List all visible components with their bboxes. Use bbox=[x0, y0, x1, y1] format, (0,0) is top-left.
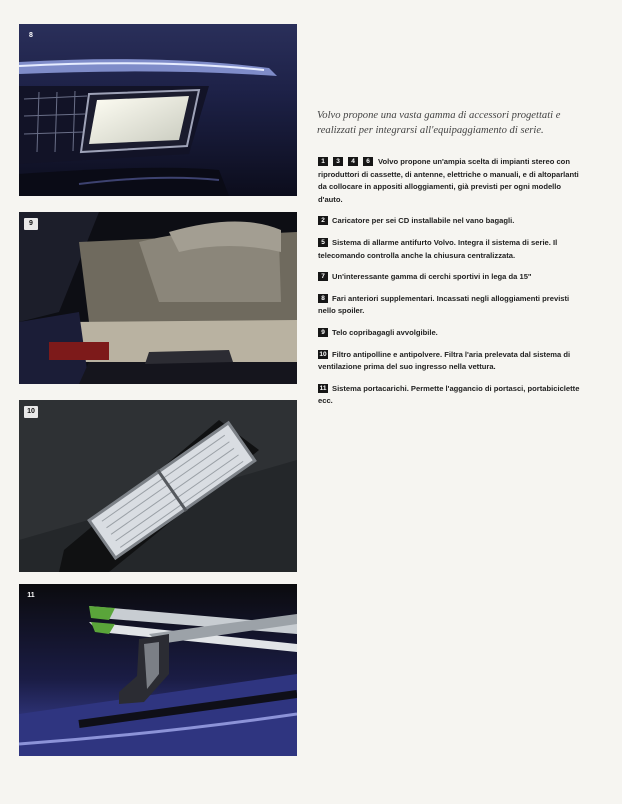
photo-badge: 9 bbox=[24, 218, 38, 230]
item-number: 5 bbox=[318, 238, 328, 247]
roof-rack-photo bbox=[19, 584, 297, 756]
item-number: 6 bbox=[363, 157, 373, 166]
fog-light-photo bbox=[19, 24, 297, 196]
item-text: Fari anteriori supplementari. Incassati negli alloggiamenti previsti nello spoiler. bbox=[318, 293, 570, 316]
item-text: Volvo propone un'ampia scelta di impianti stereo con riproduttori di cassette, di antenne, elettriche o manuali, e di altoparlanti da collocare in appositi alloggiamenti, già previsti per ogni modello d'auto. bbox=[318, 157, 579, 204]
list-item bbox=[318, 156, 586, 206]
item-number: 1 bbox=[318, 157, 328, 166]
item-number: 11 bbox=[319, 384, 327, 392]
item-text: Sistema portacarichi. Permette l'aggancio di portasci, portabiciclette ecc. bbox=[318, 383, 580, 406]
item-number: 8 bbox=[318, 294, 328, 303]
pollen-filter-photo bbox=[19, 400, 297, 572]
list-item bbox=[318, 327, 586, 340]
item-text: Caricatore per sei CD installabile nel vano bagagli. bbox=[332, 216, 515, 226]
list-item bbox=[318, 237, 586, 262]
intro-text: Volvo propone una vasta gamma di accessori progettati e realizzati per integrarsi all'equipaggiamento di serie. bbox=[317, 110, 561, 136]
photo-badge: 10 bbox=[24, 406, 38, 418]
list-item bbox=[318, 215, 586, 228]
photo-badge: 11 bbox=[27, 592, 35, 599]
item-number: 2 bbox=[318, 216, 328, 225]
item-numbers bbox=[318, 157, 378, 166]
photo-badge: 8 bbox=[29, 32, 33, 39]
item-number: 9 bbox=[318, 328, 328, 337]
cargo-cover-photo bbox=[19, 212, 297, 384]
item-number: 4 bbox=[348, 157, 358, 166]
item-text: Un'interessante gamma di cerchi sportivi in lega da 15" bbox=[332, 272, 532, 282]
item-text: Sistema di allarme antifurto Volvo. Integra il sistema di serie. Il telecomando controlla anche la chiusura centralizzata. bbox=[318, 237, 558, 260]
list-item bbox=[318, 383, 586, 408]
item-text: Filtro antipolline e antipolvere. Filtra l'aria prelevata dal sistema di ventilazione prima del suo ingresso nella vettura. bbox=[318, 349, 571, 372]
list-item bbox=[318, 349, 586, 374]
list-item bbox=[318, 271, 586, 284]
item-number: 7 bbox=[318, 272, 328, 281]
item-number: 3 bbox=[333, 157, 343, 166]
item-number: 10 bbox=[319, 350, 327, 358]
item-text: Telo copribagagli avvolgibile. bbox=[332, 327, 438, 337]
list-item bbox=[318, 293, 586, 318]
accessory-list bbox=[318, 156, 586, 417]
